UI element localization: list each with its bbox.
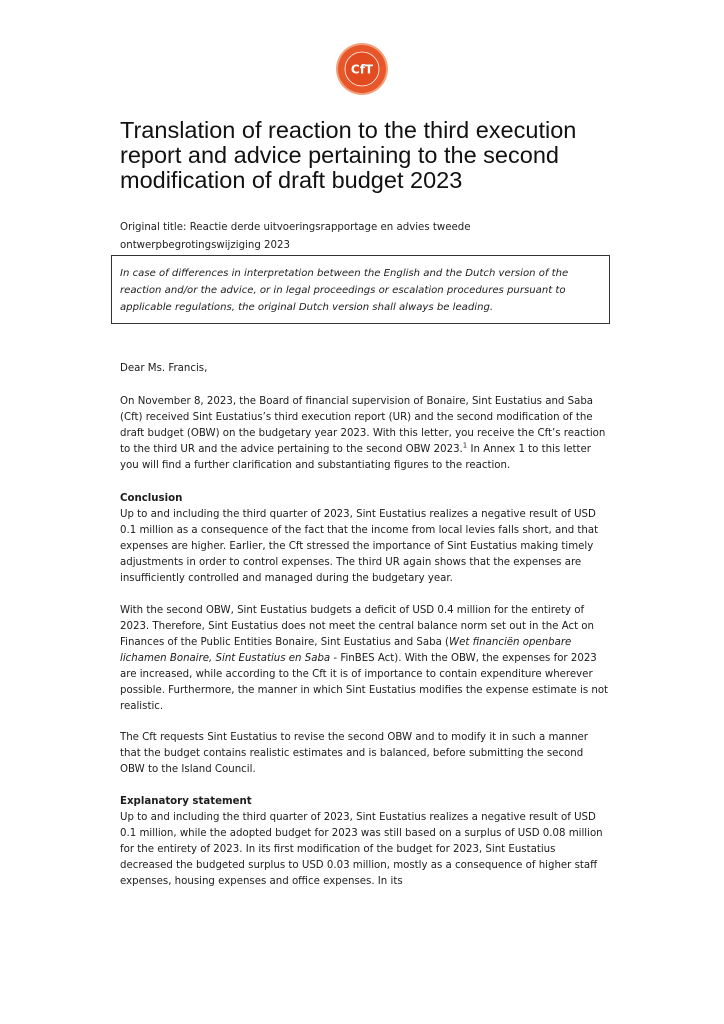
conclusion-paragraph-1: Up to and including the third quarter of 2023, Sint Eustatius realizes a negative result of USD 0.1 million as a consequence of the fact that the income from local levies falls short, and that expenses are higher. Earlier, the Cft stressed the importance of Sint Eustatius making timely adjustments in order to control expenses. The third UR again shows that the expenses are insufficiently controlled and managed during the budgetary year. xyxy=(120,509,599,584)
explanatory-paragraph-1: Up to and including the third quarter of 2023, Sint Eustatius realizes a negative result of USD 0.1 million, while the adopted budget for 2023 was still based on a surplus of USD 0.08 million for the entirety of 2023. In its first modification of the budget for 2023, Sint Eustatius decreased the budgeted surplus to USD 0.03 million, mostly as a consequence of higher staff expenses, housing expenses and office expenses. In its xyxy=(120,812,603,887)
conclusion-heading: Conclusion xyxy=(120,493,183,504)
logo-text: CfT xyxy=(350,62,374,77)
intro-text-a: On November 8, 2023, the Board of financial supervision of Bonaire, Sint Eustatius and Saba (Cft) received Sint Eustatius’s third execution report (UR) and the second modification of the draft budget (OBW) on the budgetary year 2023. With this letter, you receive the Cft’s reaction to the third UR and the advice pertaining to the second OBW 2023. xyxy=(120,396,606,455)
document-title: Translation of reaction to the third execution report and advice pertaining to the second modification of draft budget 2023 xyxy=(120,117,577,193)
conclusion-p2-text-a: With the second OBW, Sint Eustatius budgets a deficit of USD 0.4 million for the entirety of 2023. Therefore, Sint Eustatius does not meet the central balance norm set out in the Act on Finances of the Public Entities Bonaire, Sint Eustatius and Saba ( xyxy=(120,604,595,648)
footnote-marker: 1 xyxy=(462,441,468,450)
conclusion-paragraph-2 xyxy=(120,603,610,715)
cft-logo xyxy=(335,42,389,96)
salutation: Dear Ms. Francis, xyxy=(120,363,208,374)
conclusion-paragraph-3: The Cft requests Sint Eustatius to revise the second OBW and to modify it in such a manner that the budget contains realistic estimates and is balanced, before submitting the second OBW to the Island Council. xyxy=(120,732,588,775)
original-title-line-1: Original title: Reactie derde uitvoeringsrapportage en advies tweede xyxy=(120,222,471,233)
letter-body xyxy=(120,361,610,890)
explanatory-heading: Explanatory statement xyxy=(120,796,252,807)
intro-paragraph xyxy=(120,394,610,474)
conclusion-p2-text-b: - FinBES Act). With the OBW, the expenses for 2023 are increased, while according to the Cft it is of importance to contain expenditure wherever possible. Furthermore, the manner in which Sint Eustatius modifies the expense estimate is not realistic. xyxy=(120,652,609,712)
conclusion-p2-act-name: Wet financiën openbare lichamen Bonaire, Sint Eustatius en Saba xyxy=(120,636,572,664)
language-notice-box: In case of differences in interpretation between the English and the Dutch version of the reaction and/or the advice, or in legal proceedings or escalation procedures pursuant to applicable regulations, the original Dutch version shall always be leading. xyxy=(111,255,610,324)
original-title-line-2: ontwerpbegrotingswijziging 2023 xyxy=(120,240,290,251)
original-title xyxy=(120,219,620,255)
intro-text-b: In Annex 1 to this letter you will find a further clarification and substantiating figures to the reaction. xyxy=(120,444,591,471)
